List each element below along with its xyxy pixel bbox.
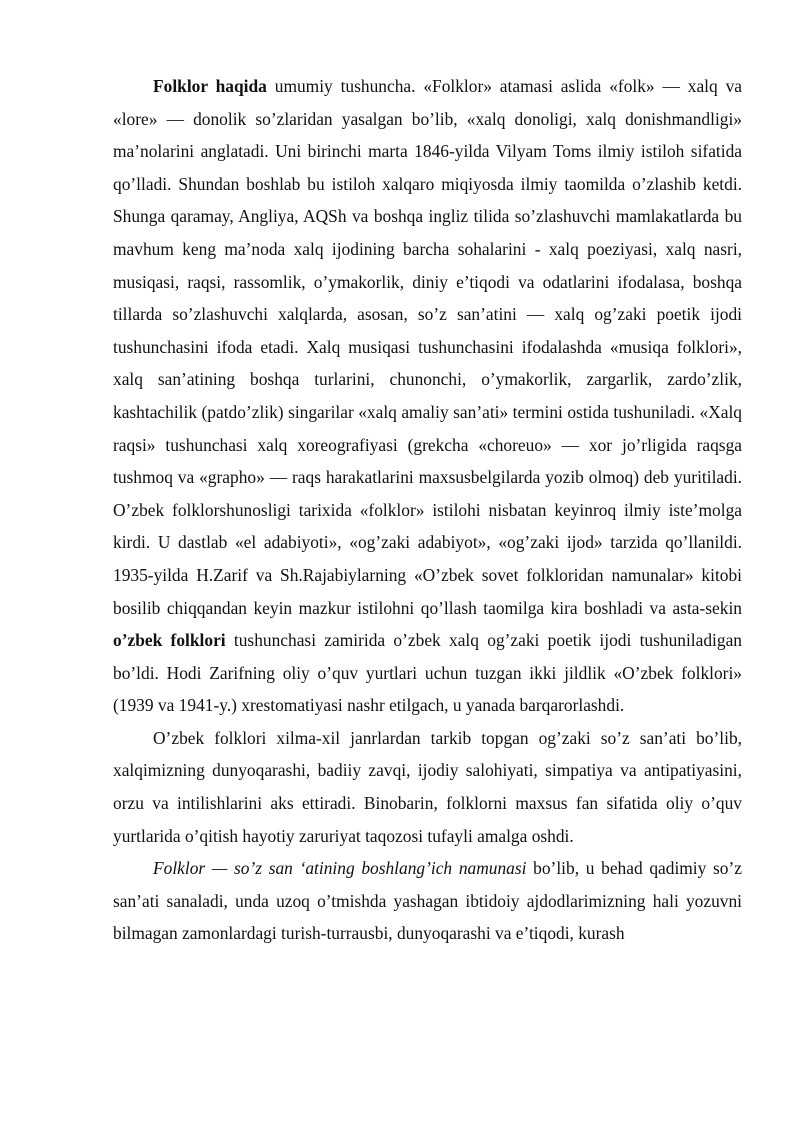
paragraph-folklor-namunasi: [113, 852, 742, 950]
paragraph-text-tail: tushunchasi zamirida o’zbek xalq og’zaki poetik ijodi tushuniladigan bo’ldi. Hodi Zarifning oliy o’quv yurtlari uchun tuzgan ikki jildlik «O’zbek folklori» (1939 va 1941-y.) xrestomatiyasi nashr etilgach, u yanada barqarorlashdi.: [113, 630, 742, 716]
bold-heading-folklor-haqida: Folklor haqida: [153, 76, 267, 96]
bold-term-ozbek-folklori: o’zbek folklori: [113, 630, 226, 651]
document-page: [113, 70, 742, 950]
paragraph-folklor-definition: [113, 70, 742, 722]
paragraph-ozbek-folklori: [113, 722, 742, 852]
paragraph-text: O’zbek folklori xilma-xil janrlardan tarkib topgan og’zaki so’z san’ati bo’lib, xalqimizning dunyoqarashi, badiiy zavqi, ijodiy salohiyati, simpatiya va antipatiyasini, orzu va intilishlarini aks ettiradi. Binobarin, folklorni maxsus fan sifatida oliy o’quv yurtlarida o’qitish hayotiy zaruriyat taqozosi tufayli amalga oshdi.: [113, 727, 742, 846]
italic-phrase: Folklor — so’z san ‘atining boshlang’ich namunasi: [153, 858, 527, 879]
paragraph-text: bo’lib, u behad qadimiy so’z san’ati sanaladi, unda uzoq o’tmishda yashagan ibtidoiy ajdodlarimizning hali yozuvni bilmagan zamonlardagi turish-turrausbi, dunyoqarashi va e’tiqodi, kurash: [113, 858, 742, 944]
paragraph-text: umumiy tushuncha. «Folklor» atamasi aslida «folk» — xalq va «lore» — donolik so’zlaridan yasalgan bo’lib, «xalq donoligi, xalq donishmandligi» ma’nolarini anglatadi. Uni birinchi marta 1846-yilda Vilyam Toms ilmiy istiloh sifatida qo’lladi. Shundan boshlab bu istiloh xalqaro miqiyosda ilmiy taomilda o’zlashib ketdi. Shunga qaramay, Angliya, AQSh va boshqa ingliz tilida so’zlashuvchi mamlakatlarda bu mavhum keng ma’noda xalq ijodining barcha sohalarini - xalq poeziyasi, xalq nasri, musiqasi, raqsi, rassomlik, o’ymakorlik, diniy e’tiqodi va odatlarini ifodalasa, boshqa tillarda so’zlashuvchi xalqlarda, asosan, so’z san’atini — xalq og’zaki poetik ijodi tushunchasini ifoda etadi. Xalq musiqasi tushunchasini ifodalashda «musiqa folklori», xalq san’atining boshqa turlarini, chunonchi, o’ymakorlik, zargarlik, zardo’zlik, kashtachilik (patdo’zlik) singarilar «xalq amaliy san’ati» termini ostida tushuniladi. «Xalq raqsi» tushunchasi xalq xoreografiyasi (grekcha «choreuo» — xor jo’rligida raqsga tushmoq va «grapho» — raqs harakatlarini maxsusbelgilarda yozib olmoq) deb yuritiladi. O’zbek folklorshunosligi tarixida «folklor» istilohi nisbatan keyinroq ilmiy iste’molga kirdi. U dastlab «el adabiyoti», «og’zaki adabiyot», «og’zaki ijod» tarzida qo’llanildi. 1935-yilda H.Zarif va Sh.Rajabiylarning «O’zbek sovet folkloridan namunalar» kitobi bosilib chiqqandan keyin mazkur istilohni qo’llash taomilga kira boshladi va asta-sekin: [113, 76, 742, 618]
